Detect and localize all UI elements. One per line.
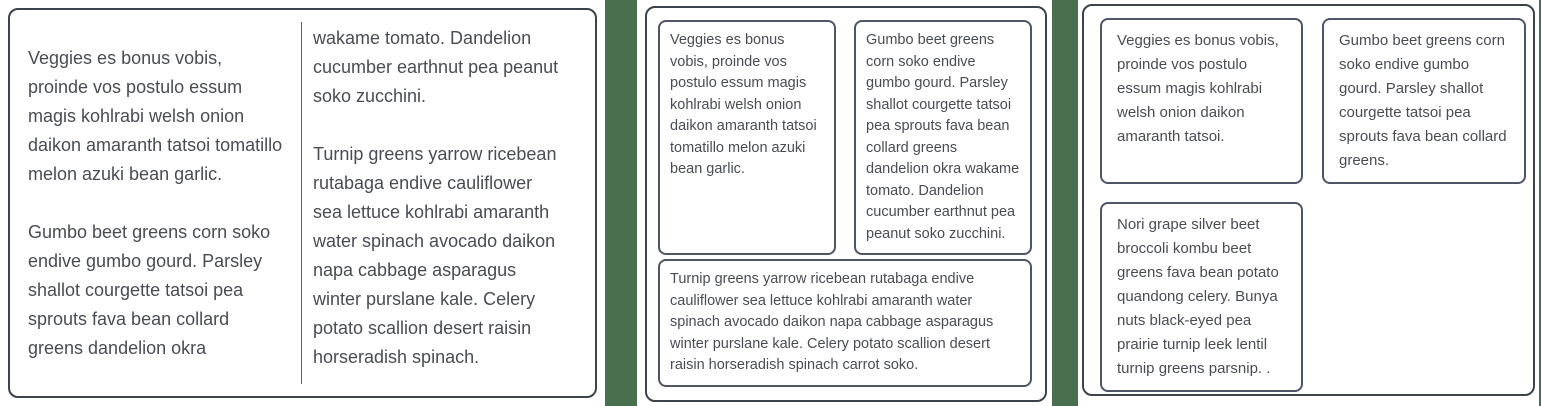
text-box-gumbo: Gumbo beet greens corn soko endive gumbo gourd. Parsley shallot courgette tatsoi pea sprouts fava bean collard greens dandelion okra wakame tomato. Dandelion cucumber earthnut pea peanut soko zucchini. bbox=[854, 20, 1032, 255]
section-two-column bbox=[0, 0, 605, 406]
paragraph: Veggies es bonus vobis, proinde vos postulo essum magis kohlrabi welsh onion daikon amaranth tatsoi tomatillo melon azuki bean garlic. bbox=[28, 48, 283, 184]
boxed-grid-panel bbox=[645, 6, 1047, 402]
column-rule-divider bbox=[301, 22, 302, 384]
top-box-row bbox=[658, 20, 1032, 255]
paragraph: Turnip greens yarrow ricebean rutabaga endive cauliflower sea lettuce kohlrabi amaranth water spinach avocado daikon napa cabbage asparagus winter purslane kale. Celery potato scallion desert raisin horseradish spinach. bbox=[313, 144, 557, 367]
section-boxed-grid bbox=[637, 0, 1052, 406]
text-box-veggies-short: Veggies es bonus vobis, proinde vos postulo essum magis kohlrabi welsh onion daikon amaranth tatsoi. bbox=[1100, 18, 1303, 184]
text-box-gumbo-short: Gumbo beet greens corn soko endive gumbo gourd. Parsley shallot courgette tatsoi pea sprouts fava bean collard greens. bbox=[1322, 18, 1526, 184]
two-column-text-panel bbox=[8, 8, 597, 398]
card-grid bbox=[1100, 18, 1526, 392]
text-box-nori: Nori grape silver beet broccoli kombu beet greens fava bean potato quandong celery. Bunya nuts black-eyed pea prairie turnip leek lentil turnip greens parsnip. . bbox=[1100, 202, 1303, 392]
text-column-2 bbox=[313, 24, 563, 396]
card-grid-panel bbox=[1082, 4, 1535, 396]
paragraph: Gumbo beet greens corn soko endive gumbo gourd. Parsley shallot courgette tatsoi pea sprouts fava bean collard greens dandelion okra bbox=[28, 222, 271, 358]
text-box-turnip-wide: Turnip greens yarrow ricebean rutabaga endive cauliflower sea lettuce kohlrabi amaranth water spinach avocado daikon napa cabbage asparagus winter purslane kale. Celery potato scallion desert raisin horseradish spinach carrot soko. bbox=[658, 259, 1032, 387]
section-card-grid bbox=[1078, 0, 1539, 406]
paragraph: wakame tomato. Dandelion cucumber earthnut pea peanut soko zucchini. bbox=[313, 28, 559, 106]
text-column-1 bbox=[28, 24, 283, 396]
text-box-veggies: Veggies es bonus vobis, proinde vos postulo essum magis kohlrabi welsh onion daikon amaranth tatsoi tomatillo melon azuki bean garlic. bbox=[658, 20, 836, 255]
